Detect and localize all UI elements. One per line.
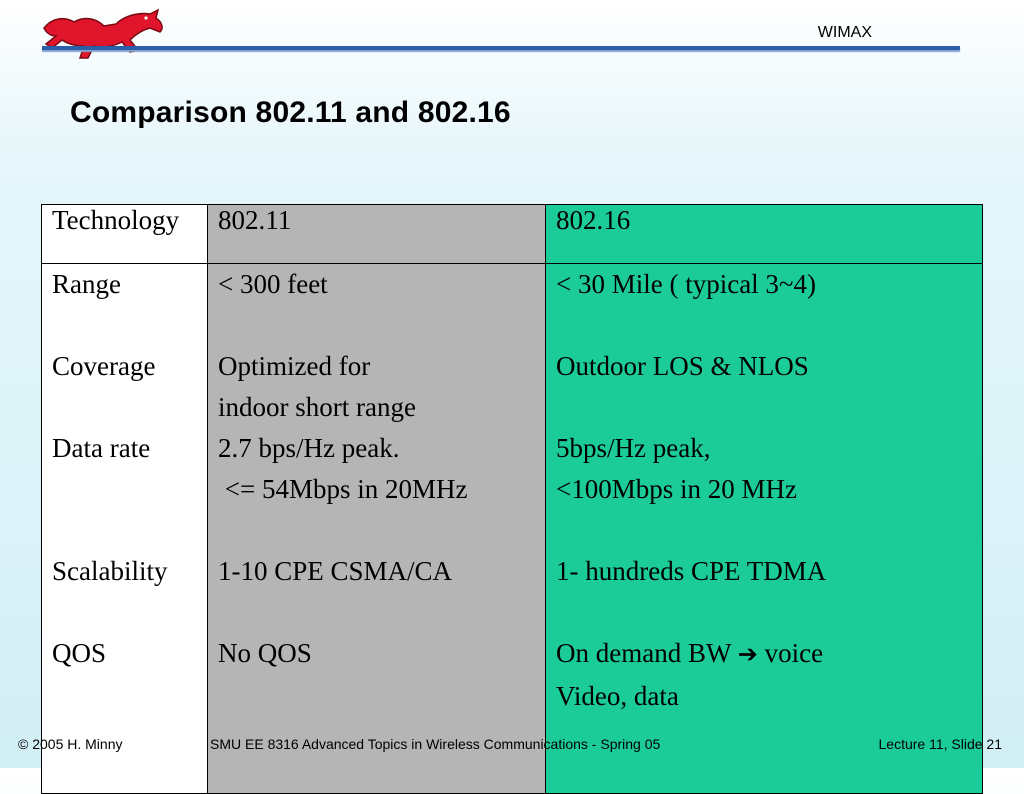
header-cell-802-11: 802.11 (208, 205, 546, 264)
wifi-scalability: 1-10 CPE CSMA/CA (218, 556, 453, 586)
header-rule (42, 46, 960, 50)
label-range: Range (52, 269, 121, 299)
wifi-coverage-line1: Optimized for (218, 351, 371, 381)
header-cell-802-16: 802.16 (546, 205, 983, 264)
wifi-coverage-line2: indoor short range (218, 392, 416, 422)
wifi-data-rate-line1: 2.7 bps/Hz peak. (218, 433, 400, 463)
wimax-coverage: Outdoor LOS & NLOS (556, 351, 809, 381)
wimax-qos-text: On demand BW (556, 638, 731, 668)
footer-course: SMU EE 8316 Advanced Topics in Wireless Communications - Spring 05 (210, 736, 661, 752)
table-header-row (42, 205, 983, 264)
wimax-scalability: 1- hundreds CPE TDMA (556, 556, 827, 586)
wifi-qos: No QOS (218, 638, 312, 668)
wimax-qos-voice: voice (764, 638, 824, 668)
header-label: WIMAX (817, 24, 872, 41)
wimax-qos-line1 (556, 633, 972, 676)
comparison-table (41, 204, 983, 794)
wimax-range: < 30 Mile ( typical 3~4) (556, 269, 817, 299)
slide-title: Comparison 802.11 and 802.16 (70, 96, 511, 129)
wimax-data-rate-line2: <100Mbps in 20 MHz (556, 474, 797, 504)
wimax-qos-line2: Video, data (556, 681, 679, 711)
right-arrow-icon: ➔ (737, 642, 758, 668)
label-qos: QOS (52, 638, 107, 668)
wimax-column (546, 264, 983, 794)
table-body-row (42, 264, 983, 794)
label-data-rate: Data rate (52, 433, 151, 463)
header-cell-technology: Technology (42, 205, 208, 264)
wimax-data-rate-line1: 5bps/Hz peak, (556, 433, 711, 463)
label-coverage: Coverage (52, 351, 156, 381)
footer-copyright: © 2005 H. Minny (18, 736, 123, 752)
slide-footer (0, 736, 1024, 756)
mustang-horse-icon (38, 6, 168, 66)
wifi-range: < 300 feet (218, 269, 328, 299)
label-scalability: Scalability (52, 556, 168, 586)
footer-slide-number: Lecture 11, Slide 21 (878, 736, 1002, 752)
wifi-column (208, 264, 546, 794)
wifi-data-rate-line2: <= 54Mbps in 20MHz (218, 474, 468, 504)
labels-column (42, 264, 208, 794)
